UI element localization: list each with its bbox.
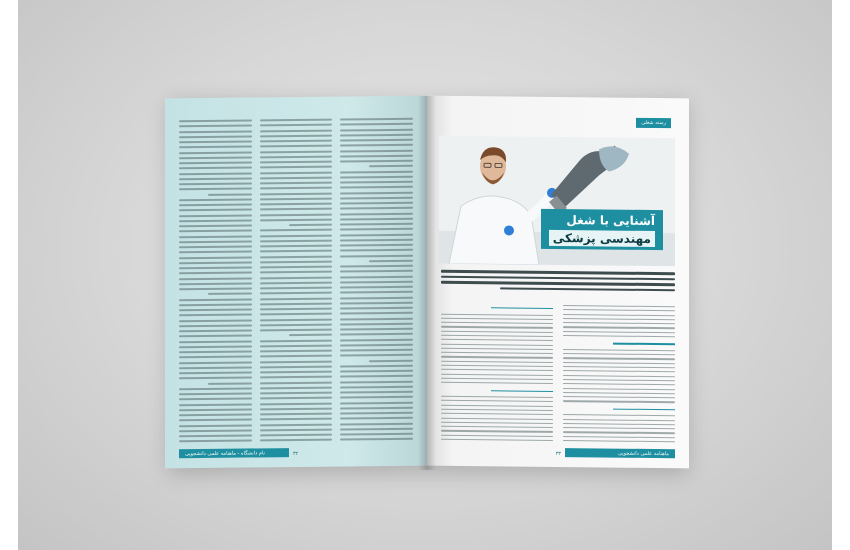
text-line [260,271,333,274]
text-line [340,380,413,383]
text-line [260,155,333,158]
text-line [260,355,333,358]
text-line [260,292,333,295]
text-line [340,323,413,326]
left-page-number: ۳۲ [293,450,299,458]
text-line [179,140,252,143]
text-line [179,135,252,138]
text-line [179,356,252,359]
text-line [340,176,413,179]
text-line [340,344,413,347]
text-line [340,422,413,425]
text-line [441,356,553,358]
text-line [441,426,553,428]
text-line [441,361,553,363]
text-line [179,324,252,327]
text-line [340,123,413,126]
text-line [563,314,675,316]
text-line [260,423,333,426]
text-line [563,375,675,377]
text-line [441,396,553,398]
text-line [260,208,333,211]
text-line [260,350,333,353]
text-line [441,318,553,320]
lead-line [441,275,675,280]
text-line [179,161,252,164]
text-line [441,313,553,315]
text-line [179,366,252,369]
text-line [260,434,333,437]
text-line [340,191,413,194]
text-line [208,293,252,296]
text-line [179,287,252,290]
text-line [260,176,333,179]
text-line [563,331,675,333]
text-line [179,156,252,159]
text-line [441,404,553,406]
article-lead [441,270,675,292]
text-line [441,409,553,411]
text-line [340,218,413,221]
text-line [260,140,333,143]
right-page-number: ۳۳ [555,450,561,458]
text-line [563,427,675,429]
text-line [340,275,413,278]
text-line [441,330,553,332]
text-line [340,302,413,305]
text-line [260,171,333,174]
text-line [179,319,252,322]
text-line [340,312,413,315]
text-line [179,177,252,180]
text-line [260,250,333,253]
text-line [340,197,413,200]
text-line [563,396,675,398]
text-line [179,125,252,128]
left-footer-bar [179,448,289,458]
text-line [179,188,252,191]
text-line [179,335,252,338]
lead-line [500,287,676,291]
text-line [179,403,252,406]
text-line [563,379,675,381]
text-line [260,234,333,237]
text-line [340,254,413,257]
subheading-line [491,390,553,392]
text-line [260,161,333,164]
right-page [427,96,689,469]
right-column-1 [441,304,553,441]
text-line [260,360,333,363]
text-line [260,260,333,263]
text-line [340,212,413,215]
text-line [260,124,333,127]
text-line [260,381,333,384]
text-line [340,270,413,273]
text-line [179,413,252,416]
text-line [441,335,553,337]
text-line [563,349,675,351]
left-footer-text: نام دانشگاه - ماهنامه علمی دانشجویی [185,449,265,457]
text-line [441,382,553,384]
text-line [340,349,413,352]
text-line [179,429,252,432]
text-line [563,392,675,394]
text-line [441,430,553,432]
text-line [179,308,252,311]
text-line [340,328,413,331]
right-page-columns [441,304,675,442]
text-line [179,235,252,238]
text-line [441,378,553,380]
text-line [179,277,252,280]
text-line [563,431,675,433]
text-line [260,150,333,153]
text-line [260,302,333,305]
text-line [340,170,413,173]
text-line [441,434,553,436]
text-line [260,397,333,400]
text-line [179,350,252,353]
headline-line-1: آشنایی با شغل [566,213,655,229]
text-line [340,338,413,341]
text-line [179,230,252,233]
subheading-line [613,343,675,345]
text-line [179,434,252,437]
text-line [289,334,333,337]
text-line [260,281,333,284]
text-line [179,214,252,217]
text-line [563,383,675,385]
text-line [340,396,413,399]
text-line [179,256,252,259]
text-line [179,398,252,401]
text-line [260,203,333,206]
text-line [260,276,333,279]
text-line [563,322,675,324]
text-line [179,298,252,301]
text-line [441,322,553,324]
text-line [260,129,333,132]
text-line [260,192,333,195]
section-tag: رسته شغلی [636,118,671,128]
text-line [340,401,413,404]
text-line [441,369,553,371]
text-line [340,433,413,436]
text-line [260,266,333,269]
text-line [179,340,252,343]
text-line [260,418,333,421]
text-line [441,422,553,424]
text-line [260,439,333,442]
text-line [260,392,333,395]
lead-line [441,270,675,275]
text-line [340,386,413,389]
text-line [179,182,252,185]
text-line [340,296,413,299]
text-line [340,186,413,189]
text-line [340,207,413,210]
subheading-line [491,307,553,309]
text-line [179,424,252,427]
text-line [340,134,413,137]
text-line [340,144,413,147]
text-line [179,282,252,285]
text-line [260,318,333,321]
text-line [441,326,553,328]
text-line [563,335,675,337]
text-line [340,139,413,142]
text-line [260,386,333,389]
text-line [340,412,413,415]
spine-gutter [418,96,436,470]
text-line [260,329,333,332]
text-line [563,366,675,368]
text-line [260,344,333,347]
text-line [340,265,413,268]
text-line [340,317,413,320]
text-line [260,229,333,232]
subheading-line [613,408,675,410]
text-line [260,339,333,342]
text-line [260,376,333,379]
text-line [260,313,333,316]
text-line [563,309,675,311]
text-line [260,187,333,190]
text-line [179,387,252,390]
text-line [179,240,252,243]
text-line [340,407,413,410]
text-line [260,245,333,248]
text-line [260,308,333,311]
right-footer-bar [565,448,675,458]
right-footer-text: ماهنامه علمی دانشجویی [618,450,669,457]
text-line [179,198,252,201]
text-line [340,155,413,158]
text-line [179,146,252,149]
text-line [563,436,675,438]
text-line [260,371,333,374]
text-line [563,353,675,355]
text-line [340,438,413,441]
text-line [340,307,413,310]
text-line [441,413,553,415]
left-column-2 [260,119,333,442]
text-line [369,359,413,362]
text-line [441,417,553,419]
text-line [340,370,413,373]
text-line [441,365,553,367]
left-page-columns [179,118,413,442]
text-line [260,145,333,148]
text-line [208,382,252,385]
text-line [340,233,413,236]
text-line [260,182,333,185]
text-line [260,255,333,258]
text-line [340,291,413,294]
text-line [441,343,553,345]
text-line [260,297,333,300]
text-line [179,172,252,175]
text-line [441,348,553,350]
text-line [260,323,333,326]
text-line [441,339,553,341]
text-line [563,423,675,425]
text-line [340,244,413,247]
text-line [340,286,413,289]
text-line [179,119,252,122]
text-line [340,428,413,431]
text-line [340,354,413,357]
text-line [563,362,675,364]
text-line [179,272,252,275]
text-line [340,160,413,163]
text-line [340,249,413,252]
lead-line [441,281,675,286]
text-line [179,361,252,364]
text-line [340,239,413,242]
text-line [563,400,675,402]
text-line [340,181,413,184]
text-line [441,400,553,402]
text-line [340,391,413,394]
text-line [260,197,333,200]
text-line [260,213,333,216]
text-line [340,417,413,420]
text-line [289,224,333,227]
text-line [369,165,413,168]
text-line [179,440,252,443]
text-line [179,209,252,212]
text-line [179,329,252,332]
text-line [260,428,333,431]
text-line [340,228,413,231]
text-line [441,352,553,354]
text-line [340,223,413,226]
text-line [179,151,252,154]
left-column-1 [179,119,252,442]
text-line [179,130,252,133]
text-line [340,281,413,284]
left-page [165,96,427,469]
text-line [340,149,413,152]
text-line [260,134,333,137]
text-line [340,202,413,205]
text-line [179,392,252,395]
text-line [179,345,252,348]
headline-line-2: مهندسی پزشکی [549,230,655,247]
text-line [260,119,333,122]
text-line [260,407,333,410]
text-line [563,318,675,320]
text-line [260,166,333,169]
text-line [340,333,413,336]
text-line [179,303,252,306]
text-line [340,375,413,378]
text-line [441,373,553,375]
text-line [563,305,675,307]
text-line [563,440,675,442]
text-line [179,266,252,269]
text-line [260,287,333,290]
text-line [179,219,252,222]
text-line [340,128,413,131]
text-line [340,118,413,121]
text-line [179,261,252,264]
text-line [563,370,675,372]
text-line [179,314,252,317]
text-line [179,167,252,170]
text-line [179,224,252,227]
text-line [179,371,252,374]
text-line [563,414,675,416]
text-line [260,218,333,221]
text-line [179,251,252,254]
text-line [179,419,252,422]
text-line [179,408,252,411]
left-column-3 [340,118,413,441]
text-line [179,245,252,248]
text-line [369,260,413,263]
text-line [441,439,553,441]
text-line [260,413,333,416]
text-line [260,365,333,368]
text-line [260,402,333,405]
text-line [563,327,675,329]
text-line [563,388,675,390]
text-line [340,365,413,368]
text-line [563,358,675,360]
text-line [260,239,333,242]
text-line [208,193,252,196]
right-column-2 [563,305,675,442]
text-line [179,203,252,206]
article-headline [541,209,663,251]
text-line [179,377,252,380]
text-line [563,419,675,421]
